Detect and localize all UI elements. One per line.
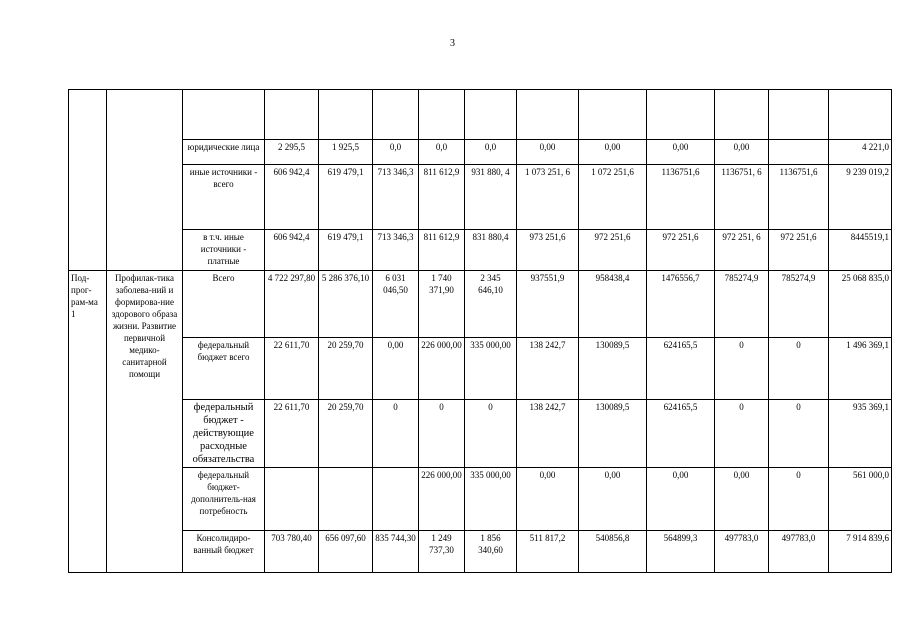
value-cell: 972 251,6	[769, 230, 829, 271]
row-label: Консолидиро-ванный бюджет	[183, 531, 265, 573]
value-cell: 624165,5	[647, 400, 715, 468]
value-cell: 561 000,0	[829, 468, 892, 531]
value-cell: 811 612,9	[419, 230, 465, 271]
table-row	[69, 90, 892, 140]
value-cell: 785274,9	[769, 271, 829, 338]
value-cell: 0,00	[715, 468, 769, 531]
value-cell: 5 286 376,10	[319, 271, 373, 338]
value-cell: 0,0	[465, 140, 517, 165]
value-cell: 1 249 737,30	[419, 531, 465, 573]
row-label: федеральный бюджет всего	[183, 338, 265, 400]
row-label: в т.ч. иные источники - платные	[183, 230, 265, 271]
value-cell: 22 611,70	[265, 400, 319, 468]
table-row	[69, 140, 892, 165]
value-cell	[373, 468, 419, 531]
value-cell: 656 097,60	[319, 531, 373, 573]
value-cell: 564899,3	[647, 531, 715, 573]
value-cell: 931 880, 4	[465, 165, 517, 230]
value-cell: 20 259,70	[319, 400, 373, 468]
value-cell: 6 031 046,50	[373, 271, 419, 338]
value-cell: 935 369,1	[829, 400, 892, 468]
value-cell: 497783,0	[769, 531, 829, 573]
budget-table	[68, 89, 892, 573]
value-cell: 138 242,7	[517, 400, 579, 468]
value-cell: 1 072 251,6	[579, 165, 647, 230]
empty-cell	[183, 90, 265, 140]
value-cell: 226 000,00	[419, 338, 465, 400]
value-cell: 0	[769, 400, 829, 468]
row-label: федеральный бюджет - действующие расходные обязательства	[183, 400, 265, 468]
value-cell: 0	[769, 468, 829, 531]
value-cell: 0,00	[517, 468, 579, 531]
value-cell: 511 817,2	[517, 531, 579, 573]
value-cell: 0,00	[579, 140, 647, 165]
value-cell: 785274,9	[715, 271, 769, 338]
page-number: 3	[450, 38, 455, 49]
row-label: иные источники - всего	[183, 165, 265, 230]
empty-cell	[107, 90, 183, 271]
value-cell: 540856,8	[579, 531, 647, 573]
empty-cell	[69, 90, 107, 271]
value-cell: 713 346,3	[373, 230, 419, 271]
value-cell: 0	[373, 400, 419, 468]
value-cell: 624165,5	[647, 338, 715, 400]
value-cell: 1 856 340,60	[465, 531, 517, 573]
value-cell: 0,00	[579, 468, 647, 531]
value-cell	[769, 140, 829, 165]
value-cell: 0,0	[373, 140, 419, 165]
subprogram-code: Под-прог-рам-ма 1	[69, 271, 107, 573]
value-cell: 0,00	[715, 140, 769, 165]
value-cell: 1 073 251, 6	[517, 165, 579, 230]
value-cell	[265, 468, 319, 531]
value-cell: 335 000,00	[465, 338, 517, 400]
value-cell: 619 479,1	[319, 230, 373, 271]
value-cell: 1136751,6	[769, 165, 829, 230]
value-cell: 1 925,5	[319, 140, 373, 165]
value-cell: 1476556,7	[647, 271, 715, 338]
value-cell: 0	[715, 400, 769, 468]
subprogram-name: Профилак-тика заболева-ний и формирова-ние здорового образа жизни. Развитие первичной медико-санитарной помощи	[107, 271, 183, 573]
value-cell: 7 914 839,6	[829, 531, 892, 573]
value-cell: 811 612,9	[419, 165, 465, 230]
value-cell	[319, 468, 373, 531]
value-cell: 1 496 369,1	[829, 338, 892, 400]
row-label: юридические лица	[183, 140, 265, 165]
value-cell: 497783,0	[715, 531, 769, 573]
row-label: федеральный бюджет-дополнитель-ная потребность	[183, 468, 265, 531]
value-cell: 972 251,6	[579, 230, 647, 271]
value-cell: 0,00	[647, 468, 715, 531]
table-row	[69, 531, 892, 573]
value-cell: 130089,5	[579, 400, 647, 468]
value-cell: 4 221,0	[829, 140, 892, 165]
value-cell: 1136751, 6	[715, 165, 769, 230]
value-cell: 1 740 371,90	[419, 271, 465, 338]
table-row	[69, 230, 892, 271]
value-cell: 972 251,6	[647, 230, 715, 271]
value-cell: 972 251, 6	[715, 230, 769, 271]
value-cell: 0	[465, 400, 517, 468]
table-row	[69, 338, 892, 400]
value-cell: 335 000,00	[465, 468, 517, 531]
value-cell: 606 942,4	[265, 230, 319, 271]
value-cell: 8445519,1	[829, 230, 892, 271]
value-cell: 20 259,70	[319, 338, 373, 400]
value-cell: 226 000,00	[419, 468, 465, 531]
table-row	[69, 271, 892, 338]
value-cell: 0	[419, 400, 465, 468]
value-cell: 713 346,3	[373, 165, 419, 230]
value-cell: 937551,9	[517, 271, 579, 338]
value-cell: 138 242,7	[517, 338, 579, 400]
value-cell: 0	[769, 338, 829, 400]
table-row	[69, 400, 892, 468]
value-cell: 0,00	[517, 140, 579, 165]
table-row	[69, 165, 892, 230]
value-cell: 22 611,70	[265, 338, 319, 400]
value-cell: 9 239 019,2	[829, 165, 892, 230]
value-cell: 25 068 835,0	[829, 271, 892, 338]
value-cell: 703 780,40	[265, 531, 319, 573]
value-cell: 130089,5	[579, 338, 647, 400]
value-cell: 0	[715, 338, 769, 400]
value-cell: 1136751,6	[647, 165, 715, 230]
value-cell: 835 744,30	[373, 531, 419, 573]
value-cell: 0,00	[373, 338, 419, 400]
value-cell: 2 345 646,10	[465, 271, 517, 338]
value-cell: 831 880,4	[465, 230, 517, 271]
value-cell: 958438,4	[579, 271, 647, 338]
row-label: Всего	[183, 271, 265, 338]
value-cell: 973 251,6	[517, 230, 579, 271]
value-cell: 619 479,1	[319, 165, 373, 230]
value-cell: 0,0	[419, 140, 465, 165]
value-cell: 0,00	[647, 140, 715, 165]
value-cell: 4 722 297,80	[265, 271, 319, 338]
table-row	[69, 468, 892, 531]
value-cell: 2 295,5	[265, 140, 319, 165]
value-cell: 606 942,4	[265, 165, 319, 230]
